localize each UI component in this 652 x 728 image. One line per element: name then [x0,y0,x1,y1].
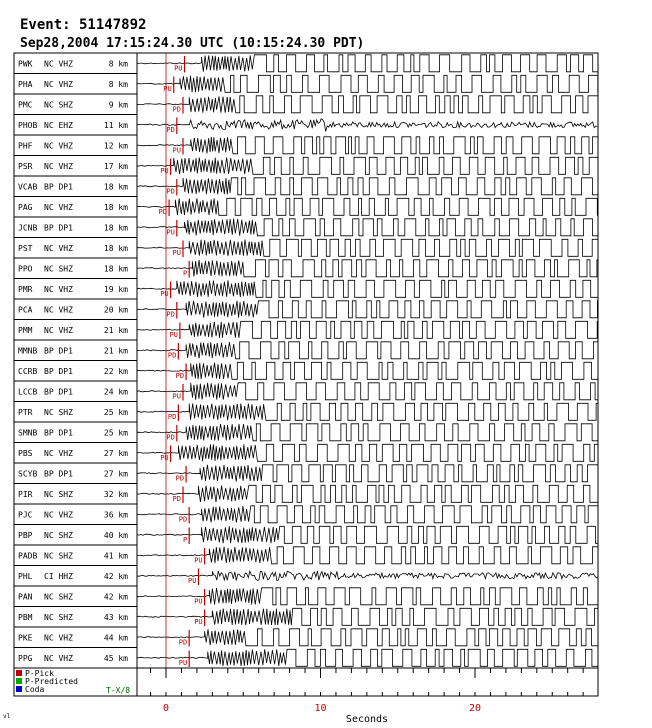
station-code: PAG [18,202,33,212]
seismic-trace [137,649,598,666]
seismic-trace [137,608,598,625]
station-network-channel: NC VHZ [44,59,73,69]
pick-label: PD [166,187,175,196]
station-network-channel: NC VHZ [44,633,73,643]
station-network-channel: CI HHZ [44,571,73,581]
station-code: PTR [18,407,33,417]
station-distance: 18 km [103,264,128,274]
station-distance: 32 km [103,489,128,499]
station-code: PIR [18,489,33,499]
station-distance: 18 km [103,223,128,233]
station-code: PHA [18,79,33,89]
seismic-trace [137,219,598,236]
seismic-trace [137,547,598,564]
station-network-channel: NC VHZ [44,325,73,335]
pick-label: PD [172,495,181,503]
station-distance: 43 km [103,612,128,622]
traces [137,55,598,667]
station-code: PCA [18,305,33,315]
pick-label: PU [188,577,197,585]
station-distance: 45 km [103,653,128,663]
legend-swatch-predicted [16,678,22,684]
x-axis-label: Seconds [345,714,389,725]
seismic-trace [137,444,598,461]
station-code: PAN [18,592,33,602]
corner-mark: vl [3,713,11,720]
seismic-trace [137,280,598,297]
legend-swatch-pick [16,670,22,676]
station-network-channel: BP DP1 [44,346,73,356]
station-distance: 18 km [103,202,128,212]
station-network-channel: NC VHZ [44,284,73,294]
station-distance: 21 km [103,346,128,356]
pick-label: PU [172,392,181,401]
station-code: SMNB [18,428,38,438]
x-tick-label: 20 [468,703,482,714]
legend-label-predicted: P-Predicted [25,677,78,686]
pick-label: PU [169,331,178,339]
station-code: PBP [18,530,33,540]
seismic-trace [137,526,598,543]
station-distance: 22 km [103,366,128,376]
station-code: PBS [18,448,33,458]
station-distance: 42 km [103,592,128,602]
pick-label: PU [172,249,181,257]
seismic-trace [137,588,598,605]
station-distance: 27 km [103,448,128,458]
station-network-channel: NC VHZ [44,448,73,458]
station-network-channel: BP DP1 [44,428,73,438]
station-code: PHOB [18,120,38,130]
station-distance: 25 km [103,407,128,417]
station-network-channel: NC VHZ [44,243,73,253]
station-code: PMC [18,100,33,110]
station-network-channel: NC VHZ [44,202,73,212]
seismic-trace [137,198,598,215]
station-distance: 17 km [103,161,128,171]
station-network-channel: NC SHZ [44,489,73,499]
seismic-trace [137,75,598,92]
seismic-trace [137,157,598,174]
station-distance: 44 km [103,633,128,643]
seismic-trace [137,178,598,195]
station-network-channel: NC VHZ [44,653,73,663]
legend-label-pick: P-Pick [25,669,54,678]
station-network-channel: BP DP1 [44,387,73,397]
x-tick-label: 10 [314,703,327,714]
station-code: PBM [18,612,33,622]
seismic-trace [137,571,598,581]
seismic-trace [137,465,598,482]
station-network-channel: BP DP1 [44,366,73,376]
seismic-trace [137,362,598,379]
station-code: JCNB [18,223,38,233]
pick-label: PU [160,290,169,298]
station-distance: 11 km [103,120,128,130]
station-network-channel: BP DP1 [44,182,73,192]
station-distance: 25 km [103,428,128,438]
seismic-trace [137,96,598,113]
station-network-channel: NC SHZ [44,592,73,602]
pick-label: PD [166,310,175,319]
seismic-trace [137,485,598,502]
pick-label: PU [160,167,169,175]
station-distance: 8 km [108,79,128,89]
station-network-channel: NC SHZ [44,530,73,540]
legend-swatch-coda [16,686,22,692]
station-code: PMM [18,325,33,335]
pick-label: PD [167,413,177,421]
x-axis [137,668,598,714]
station-distance: 8 km [108,59,128,69]
station-distance: 19 km [103,284,128,294]
seismic-trace [137,629,598,646]
station-distance: 20 km [103,305,128,315]
pick-label: PD [158,208,168,216]
pick-label: PU [172,146,181,155]
pick-label: PD [178,515,188,524]
seismic-trace [137,119,597,132]
seismic-trace [137,55,598,72]
station-distance: 42 km [103,571,128,581]
station-network-channel: NC VHZ [44,161,73,171]
station-network-channel: NC VHZ [44,141,73,151]
seismic-trace [137,403,598,420]
pick-label: PD [175,474,185,483]
station-distance: 27 km [103,469,128,479]
pick-label: PD [166,433,175,442]
station-code: PPG [18,653,33,663]
station-distance: 41 km [103,551,128,561]
station-network-channel: NC SHZ [44,100,73,110]
station-code: PPO [18,264,33,274]
station-distance: 24 km [103,387,128,397]
station-distance: 18 km [103,182,128,192]
event-title: Event: 51147892 [20,17,147,33]
seismic-trace [137,383,598,400]
station-network-channel: BP DP1 [44,469,73,479]
station-code: CCRB [18,366,38,376]
station-network-channel: BP DP1 [44,223,73,233]
station-code: PMR [18,284,33,294]
pick-label: PD [178,638,188,647]
seismic-trace [137,137,598,154]
legend-label-coda: Coda [25,685,45,694]
station-distance: 18 km [103,243,128,253]
station-network-channel: NC VHZ [44,510,73,520]
pick-label: PU [194,618,203,626]
seismic-trace [137,260,598,277]
station-code: PHF [18,141,33,151]
pick-label: P [182,536,188,544]
station-code: PKE [18,633,33,643]
seismic-trace [137,301,598,318]
station-network-channel: NC SHZ [44,612,73,622]
pick-label: PD [166,126,175,134]
seismic-trace [137,424,598,441]
seismic-trace [137,342,598,359]
x-tick-label: 0 [162,703,170,714]
station-code: PSR [18,161,33,171]
pick-label: PU [166,228,175,237]
pick-label: PU [178,659,188,667]
station-code: PST [18,243,33,253]
station-network-channel: NC VHZ [44,79,73,89]
station-network-channel: NC SHZ [44,407,73,417]
legend [16,669,130,695]
station-code: PHL [18,571,33,581]
station-network-channel: NC SHZ [44,264,73,274]
pick-label: PD [167,351,177,360]
seismic-trace [137,321,598,338]
station-network-channel: NC VHZ [44,305,73,315]
scale-label: T-X/8 [106,686,131,695]
station-network-channel: NC EHZ [44,120,73,130]
station-code: LCCB [18,387,38,397]
station-code: PWK [18,59,33,69]
station-code: MMNB [18,346,38,356]
pick-label: PU [194,597,203,606]
event-time: Sep28,2004 17:15:24.30 UTC (10:15:24.30 PDT) [20,36,365,51]
seismic-trace [137,506,598,523]
seismic-trace [137,239,598,256]
pick-label: PU [174,64,183,73]
station-network-channel: NC SHZ [44,551,73,561]
pick-label: PU [160,454,169,462]
station-distance: 12 km [103,141,128,151]
station-distance: 21 km [103,325,128,335]
station-code: SCYB [18,469,38,479]
station-code: VCAB [18,182,38,192]
station-distance: 40 km [103,530,128,540]
station-distance: 9 km [108,100,128,110]
station-distance: 36 km [103,510,128,520]
station-code: PADB [18,551,38,561]
pick-label: PU [163,85,172,93]
pick-label: P [182,269,188,278]
pick-label: PU [194,556,203,565]
pick-label: PD [175,372,185,380]
pick-label: PD [172,105,181,114]
station-code: PJC [18,510,33,520]
